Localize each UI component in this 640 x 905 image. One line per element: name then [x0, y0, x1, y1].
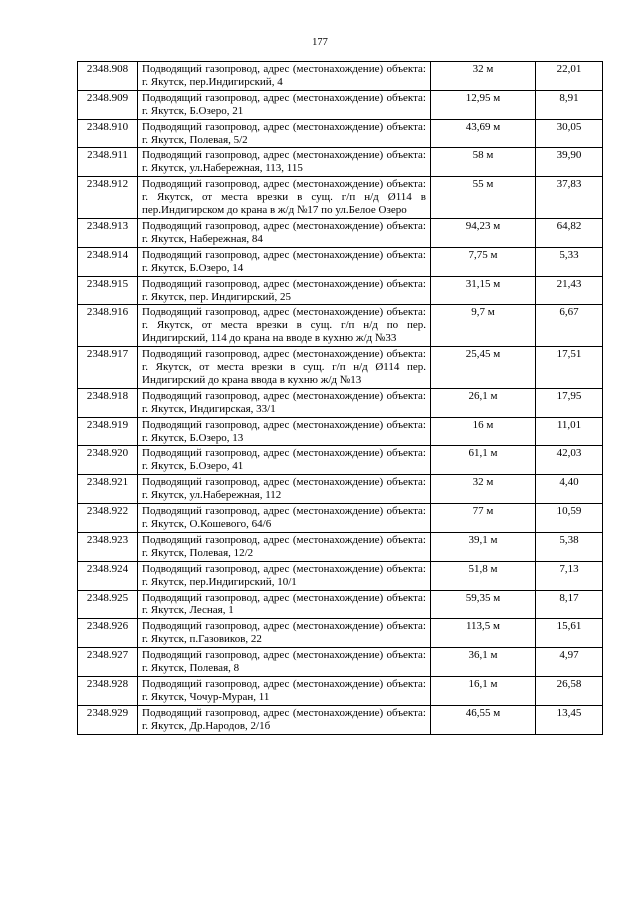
- row-number-cell: 2348.924: [78, 561, 138, 590]
- value-cell: 5,33: [536, 247, 603, 276]
- table-row: [78, 590, 603, 619]
- object-description-cell: Подводящий газопровод, адрес (местонахождение) объекта: г. Якутск, Лесная, 1: [138, 590, 431, 619]
- row-number-cell: 2348.913: [78, 218, 138, 247]
- object-description-cell: Подводящий газопровод, адрес (местонахождение) объекта: г. Якутск, пер. Индигирский, 25: [138, 276, 431, 305]
- row-number-cell: 2348.912: [78, 177, 138, 219]
- value-cell: 15,61: [536, 619, 603, 648]
- gas-pipeline-registry-table: [77, 61, 603, 735]
- value-cell: 13,45: [536, 705, 603, 734]
- pipeline-length-cell: 9,7 м: [431, 305, 536, 347]
- row-number-cell: 2348.917: [78, 347, 138, 389]
- object-description-cell: Подводящий газопровод, адрес (местонахождение) объекта: г. Якутск, Б.Озеро, 21: [138, 90, 431, 119]
- row-number-cell: 2348.911: [78, 148, 138, 177]
- value-cell: 21,43: [536, 276, 603, 305]
- table-row: [78, 90, 603, 119]
- value-cell: 10,59: [536, 504, 603, 533]
- pipeline-length-cell: 36,1 м: [431, 648, 536, 677]
- object-description-cell: Подводящий газопровод, адрес (местонахождение) объекта: г. Якутск, от места врезки в сущ. г/п н/д Ø114 в пер.Индигирском до крана в ж/д №17 по ул.Белое Озеро: [138, 177, 431, 219]
- object-description-cell: Подводящий газопровод, адрес (местонахождение) объекта: г. Якутск, Др.Народов, 2/1б: [138, 705, 431, 734]
- registry-table-body: [78, 62, 603, 735]
- object-description-cell: Подводящий газопровод, адрес (местонахождение) объекта: г. Якутск, пер.Индигирский, 10/1: [138, 561, 431, 590]
- row-number-cell: 2348.919: [78, 417, 138, 446]
- table-row: [78, 446, 603, 475]
- table-row: [78, 218, 603, 247]
- row-number-cell: 2348.914: [78, 247, 138, 276]
- table-row: [78, 475, 603, 504]
- pipeline-length-cell: 32 м: [431, 475, 536, 504]
- value-cell: 6,67: [536, 305, 603, 347]
- object-description-cell: Подводящий газопровод, адрес (местонахождение) объекта: г. Якутск, Индигирская, 33/1: [138, 388, 431, 417]
- pipeline-length-cell: 31,15 м: [431, 276, 536, 305]
- object-description-cell: Подводящий газопровод, адрес (местонахождение) объекта: г. Якутск, Б.Озеро, 14: [138, 247, 431, 276]
- value-cell: 4,40: [536, 475, 603, 504]
- pipeline-length-cell: 12,95 м: [431, 90, 536, 119]
- object-description-cell: Подводящий газопровод, адрес (местонахождение) объекта: г. Якутск, ул.Набережная, 113, 115: [138, 148, 431, 177]
- table-row: [78, 648, 603, 677]
- row-number-cell: 2348.927: [78, 648, 138, 677]
- pipeline-length-cell: 39,1 м: [431, 532, 536, 561]
- table-row: [78, 62, 603, 91]
- value-cell: 37,83: [536, 177, 603, 219]
- object-description-cell: Подводящий газопровод, адрес (местонахождение) объекта: г. Якутск, п.Газовиков, 22: [138, 619, 431, 648]
- row-number-cell: 2348.925: [78, 590, 138, 619]
- pipeline-length-cell: 55 м: [431, 177, 536, 219]
- pipeline-length-cell: 94,23 м: [431, 218, 536, 247]
- table-row: [78, 347, 603, 389]
- value-cell: 8,17: [536, 590, 603, 619]
- value-cell: 64,82: [536, 218, 603, 247]
- table-row: [78, 561, 603, 590]
- pipeline-length-cell: 61,1 м: [431, 446, 536, 475]
- pipeline-length-cell: 58 м: [431, 148, 536, 177]
- pipeline-length-cell: 16,1 м: [431, 676, 536, 705]
- value-cell: 7,13: [536, 561, 603, 590]
- object-description-cell: Подводящий газопровод, адрес (местонахождение) объекта: г. Якутск, О.Кошевого, 64/6: [138, 504, 431, 533]
- object-description-cell: Подводящий газопровод, адрес (местонахождение) объекта: г. Якутск, ул.Набережная, 112: [138, 475, 431, 504]
- table-row: [78, 247, 603, 276]
- table-row: [78, 532, 603, 561]
- object-description-cell: Подводящий газопровод, адрес (местонахождение) объекта: г. Якутск, Полевая, 5/2: [138, 119, 431, 148]
- table-row: [78, 305, 603, 347]
- row-number-cell: 2348.909: [78, 90, 138, 119]
- value-cell: 30,05: [536, 119, 603, 148]
- row-number-cell: 2348.928: [78, 676, 138, 705]
- row-number-cell: 2348.915: [78, 276, 138, 305]
- object-description-cell: Подводящий газопровод, адрес (местонахождение) объекта: г. Якутск, Полевая, 8: [138, 648, 431, 677]
- value-cell: 39,90: [536, 148, 603, 177]
- pipeline-length-cell: 25,45 м: [431, 347, 536, 389]
- table-row: [78, 276, 603, 305]
- pipeline-length-cell: 32 м: [431, 62, 536, 91]
- value-cell: 26,58: [536, 676, 603, 705]
- table-row: [78, 504, 603, 533]
- row-number-cell: 2348.918: [78, 388, 138, 417]
- object-description-cell: Подводящий газопровод, адрес (местонахождение) объекта: г. Якутск, от места врезки в сущ. г/п н/д Ø114 пер. Индигирский до крана ввода в кухню ж/д №13: [138, 347, 431, 389]
- pipeline-length-cell: 113,5 м: [431, 619, 536, 648]
- object-description-cell: Подводящий газопровод, адрес (местонахождение) объекта: г. Якутск, Набережная, 84: [138, 218, 431, 247]
- pipeline-length-cell: 16 м: [431, 417, 536, 446]
- row-number-cell: 2348.929: [78, 705, 138, 734]
- row-number-cell: 2348.910: [78, 119, 138, 148]
- row-number-cell: 2348.908: [78, 62, 138, 91]
- table-row: [78, 388, 603, 417]
- table-row: [78, 676, 603, 705]
- table-row: [78, 119, 603, 148]
- table-row: [78, 177, 603, 219]
- value-cell: 11,01: [536, 417, 603, 446]
- object-description-cell: Подводящий газопровод, адрес (местонахождение) объекта: г. Якутск, пер.Индигирский, 4: [138, 62, 431, 91]
- value-cell: 4,97: [536, 648, 603, 677]
- table-row: [78, 148, 603, 177]
- object-description-cell: Подводящий газопровод, адрес (местонахождение) объекта: г. Якутск, Б.Озеро, 41: [138, 446, 431, 475]
- pipeline-length-cell: 26,1 м: [431, 388, 536, 417]
- row-number-cell: 2348.922: [78, 504, 138, 533]
- pipeline-length-cell: 77 м: [431, 504, 536, 533]
- table-row: [78, 619, 603, 648]
- value-cell: 17,51: [536, 347, 603, 389]
- value-cell: 22,01: [536, 62, 603, 91]
- object-description-cell: Подводящий газопровод, адрес (местонахождение) объекта: г. Якутск, Полевая, 12/2: [138, 532, 431, 561]
- page-number: 177: [312, 37, 328, 48]
- value-cell: 42,03: [536, 446, 603, 475]
- row-number-cell: 2348.916: [78, 305, 138, 347]
- pipeline-length-cell: 7,75 м: [431, 247, 536, 276]
- table-row: [78, 417, 603, 446]
- value-cell: 17,95: [536, 388, 603, 417]
- object-description-cell: Подводящий газопровод, адрес (местонахождение) объекта: г. Якутск, Б.Озеро, 13: [138, 417, 431, 446]
- row-number-cell: 2348.923: [78, 532, 138, 561]
- pipeline-length-cell: 46,55 м: [431, 705, 536, 734]
- pipeline-length-cell: 51,8 м: [431, 561, 536, 590]
- row-number-cell: 2348.921: [78, 475, 138, 504]
- row-number-cell: 2348.926: [78, 619, 138, 648]
- value-cell: 5,38: [536, 532, 603, 561]
- value-cell: 8,91: [536, 90, 603, 119]
- pipeline-length-cell: 43,69 м: [431, 119, 536, 148]
- pipeline-length-cell: 59,35 м: [431, 590, 536, 619]
- table-row: [78, 705, 603, 734]
- row-number-cell: 2348.920: [78, 446, 138, 475]
- object-description-cell: Подводящий газопровод, адрес (местонахождение) объекта: г. Якутск, от места врезки в сущ. г/п н/д по пер. Индигирский, 114 до крана на вводе в кухню ж/д №33: [138, 305, 431, 347]
- object-description-cell: Подводящий газопровод, адрес (местонахождение) объекта: г. Якутск, Чочур-Муран, 11: [138, 676, 431, 705]
